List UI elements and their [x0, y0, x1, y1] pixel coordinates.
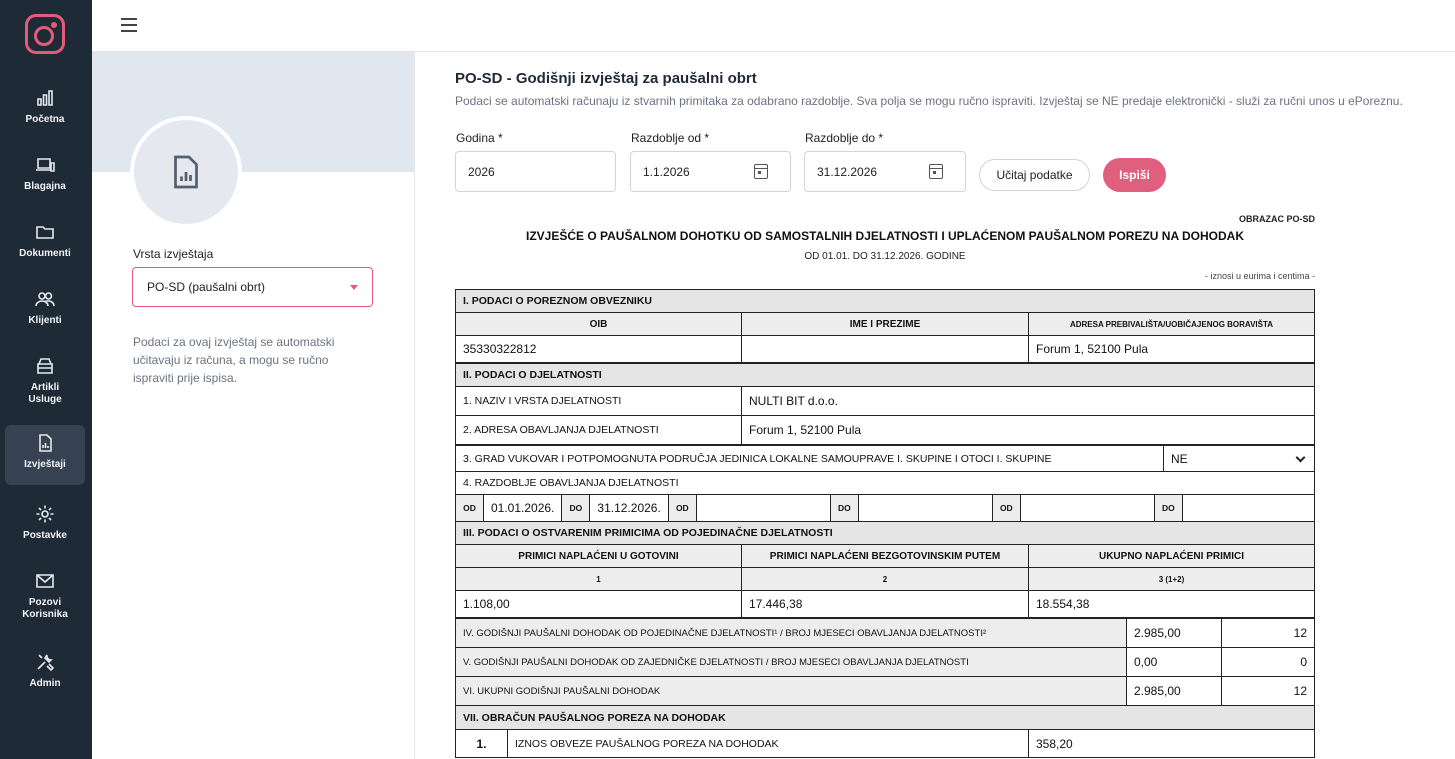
col-num-1: 1	[456, 568, 742, 591]
report-icon	[35, 433, 55, 453]
activity-period-table	[455, 494, 1315, 522]
od-label: OD	[668, 495, 696, 522]
section-5-months[interactable]: 0	[1222, 648, 1315, 677]
year-label: Godina *	[456, 131, 503, 145]
sidebar-item-klijenti[interactable]	[5, 281, 85, 341]
col-name: IME I PREZIME	[742, 313, 1029, 336]
sidebar-item-label: Izvještaji	[24, 459, 66, 470]
page-title: PO-SD - Godišnji izvještaj za paušalni obrt	[455, 70, 757, 87]
period-to-label: Razdoblje do *	[805, 131, 884, 145]
sidebar-item-label: Blagajna	[24, 181, 66, 192]
sidebar-item-admin[interactable]	[5, 644, 85, 704]
period-to-value: 31.12.2026	[817, 165, 878, 179]
sidebar-item-pocetna[interactable]	[5, 80, 85, 140]
mail-icon	[35, 571, 55, 591]
tools-icon	[35, 652, 55, 672]
section-4-months[interactable]: 12	[1222, 619, 1315, 648]
form-title: IZVJEŠĆE O PAUŠALNOM DOHOTKU OD SAMOSTALNIH DJELATNOSTI I UPLAĆENOM PAUŠALNOM POREZU NA DOHODAK	[525, 229, 1244, 243]
sidebar-item-label: Admin	[29, 678, 61, 689]
tax-obligation-label: IZNOS OBVEZE PAUŠALNOG POREZA NA DOHODAK	[508, 730, 1029, 758]
region-label: 3. GRAD VUKOVAR I POTPOMOGNUTA PODRUČJA JEDINICA LOKALNE SAMOUPRAVE I. SKUPINE I OTOCI I. SKUPINE	[456, 446, 1164, 472]
calendar-icon[interactable]	[929, 164, 943, 179]
period-od-3[interactable]	[1020, 495, 1154, 522]
year-input[interactable]	[455, 151, 616, 192]
do-label: DO	[830, 495, 858, 522]
name-field[interactable]	[742, 336, 1029, 363]
sidebar-item-label: Pozovi Korisnika	[22, 597, 68, 620]
od-label: OD	[456, 495, 484, 522]
load-data-button[interactable]: Učitaj podatke	[979, 159, 1090, 191]
section-7-title: VII. OBRAČUN PAUŠALNOG POREZA NA DOHODAK	[456, 706, 1315, 730]
period-from-value: 1.1.2026	[643, 165, 690, 179]
section-2-table	[455, 363, 1315, 445]
report-type-panel	[92, 52, 415, 759]
laptop-icon	[35, 155, 55, 175]
col-total: UKUPNO NAPLAĆENI PRIMICI	[1029, 545, 1315, 568]
col-cash: PRIMICI NAPLAĆENI U GOTOVINI	[456, 545, 742, 568]
sidebar	[0, 0, 92, 759]
period-do-3[interactable]	[1182, 495, 1314, 522]
form-period: OD 01.01. DO 31.12.2026. GODINE	[804, 251, 966, 262]
print-button[interactable]: Ispiši	[1103, 158, 1166, 192]
period-to-input[interactable]	[804, 151, 966, 192]
bar-chart-icon	[35, 88, 55, 108]
period-od-2[interactable]	[696, 495, 830, 522]
section-5-label: V. GODIŠNJI PAUŠALNI DOHODAK OD ZAJEDNIČKE DJELATNOSTI / BROJ MJESECI OBAVLJANJA DJELATNOSTI	[456, 648, 1127, 677]
region-select[interactable]	[1164, 446, 1315, 472]
calendar-icon[interactable]	[754, 164, 768, 179]
period-od-1[interactable]: 01.01.2026.	[484, 495, 562, 522]
report-type-select[interactable]	[132, 267, 373, 307]
period-do-1[interactable]: 31.12.2026.	[590, 495, 668, 522]
sidebar-item-blagajna[interactable]	[5, 147, 85, 207]
region-value: NE	[1171, 451, 1188, 466]
section-4-amount[interactable]: 2.985,00	[1127, 619, 1222, 648]
od-label: OD	[992, 495, 1020, 522]
caret-down-icon	[350, 285, 358, 290]
sidebar-item-label: Dokumenti	[19, 248, 71, 259]
period-from-label: Razdoblje od *	[631, 131, 710, 145]
activity-name-label: 1. NAZIV I VRSTA DJELATNOSTI	[456, 387, 742, 416]
gear-icon	[35, 504, 55, 524]
form-code: OBRAZAC PO-SD	[1239, 214, 1315, 224]
sidebar-item-postavke[interactable]	[5, 496, 85, 556]
users-icon	[35, 289, 55, 309]
col-num-3: 3 (1+2)	[1029, 568, 1315, 591]
section-4-label: IV. GODIŠNJI PAUŠALNI DOHODAK OD POJEDINAČNE DJELATNOSTI¹ / BROJ MJESECI OBAVLJANJA DJELATNOSTI²	[456, 619, 1127, 648]
sidebar-item-izvjestaji[interactable]	[5, 425, 85, 485]
do-label: DO	[562, 495, 590, 522]
activity-name-field[interactable]: NULTI BIT d.o.o.	[742, 387, 1315, 416]
folder-icon	[35, 222, 55, 242]
oib-field[interactable]: 35330322812	[456, 336, 742, 363]
col-address: ADRESA PREBIVALIŠTA/UOBIČAJENOG BORAVIŠTA	[1029, 313, 1315, 336]
sidebar-item-label: Klijenti	[28, 315, 62, 326]
form-units: - iznosi u eurima i centima -	[1204, 271, 1315, 281]
section-2-title: II. PODACI O DJELATNOSTI	[456, 364, 1315, 387]
period-do-2[interactable]	[858, 495, 992, 522]
section-3-table	[455, 521, 1315, 618]
activity-address-label: 2. ADRESA OBAVLJANJA DJELATNOSTI	[456, 416, 742, 445]
sidebar-item-label: Artikli Usluge	[28, 382, 62, 405]
section-2-region-table	[455, 445, 1315, 495]
cash-field[interactable]: 1.108,00	[456, 591, 742, 618]
section-7-row-number: 1.	[456, 730, 508, 758]
app-logo[interactable]	[25, 14, 65, 54]
page-subtitle: Podaci se automatski računaju iz stvarnih primitaka za odabrano razdoblje. Sva polja se mogu ručno ispraviti. Izvještaj se NE predaje elektronički - služi za ručni unos u ePoreznu.	[455, 94, 1403, 108]
do-label: DO	[1154, 495, 1182, 522]
activity-address-field[interactable]: Forum 1, 52100 Pula	[742, 416, 1315, 445]
sidebar-item-artikli-usluge[interactable]	[5, 348, 85, 414]
sidebar-item-label: Postavke	[23, 530, 67, 541]
sidebar-item-label: Početna	[25, 114, 65, 125]
report-type-note: Podaci za ovaj izvještaj se automatski učitavaju iz računa, a mogu se ručno ispraviti prije ispisa.	[133, 335, 335, 385]
section-5-amount[interactable]: 0,00	[1127, 648, 1222, 677]
section-1-title: I. PODACI O POREZNOM OBVEZNIKU	[456, 290, 1315, 313]
sidebar-item-pozovi-korisnika[interactable]	[5, 563, 85, 629]
col-noncash: PRIMICI NAPLAĆENI BEZGOTOVINSKIM PUTEM	[742, 545, 1029, 568]
chevron-down-icon	[1296, 453, 1306, 463]
col-num-2: 2	[742, 568, 1029, 591]
year-value: 2026	[468, 165, 495, 179]
total-field[interactable]: 18.554,38	[1029, 591, 1315, 618]
report-file-icon	[171, 155, 201, 189]
activity-period-label: 4. RAZDOBLJE OBAVLJANJA DJELATNOSTI	[456, 472, 1315, 495]
section-7-table	[455, 705, 1315, 758]
section-6-amount[interactable]: 2.985,00	[1127, 677, 1222, 706]
sidebar-item-dokumenti[interactable]	[5, 214, 85, 274]
section-6-label: VI. UKUPNI GODIŠNJI PAUŠALNI DOHODAK	[456, 677, 1127, 706]
section-6-months[interactable]: 12	[1222, 677, 1315, 706]
menu-toggle-icon[interactable]	[121, 18, 137, 32]
report-avatar	[130, 116, 242, 228]
address-field[interactable]: Forum 1, 52100 Pula	[1029, 336, 1315, 363]
tax-obligation-field[interactable]: 358,20	[1029, 730, 1315, 758]
report-type-label: Vrsta izvještaja	[133, 247, 214, 261]
report-type-value: PO-SD (paušalni obrt)	[147, 280, 266, 294]
col-oib: OIB	[456, 313, 742, 336]
section-3-title: III. PODACI O OSTVARENIM PRIMICIMA OD POJEDINAČNE DJELATNOSTI	[456, 522, 1315, 545]
top-bar	[92, 0, 1455, 52]
main-content	[415, 52, 1455, 759]
noncash-field[interactable]: 17.446,38	[742, 591, 1029, 618]
box-icon	[35, 356, 55, 376]
income-summary-table	[455, 618, 1315, 706]
period-from-input[interactable]	[630, 151, 791, 192]
section-1-table	[455, 289, 1315, 363]
